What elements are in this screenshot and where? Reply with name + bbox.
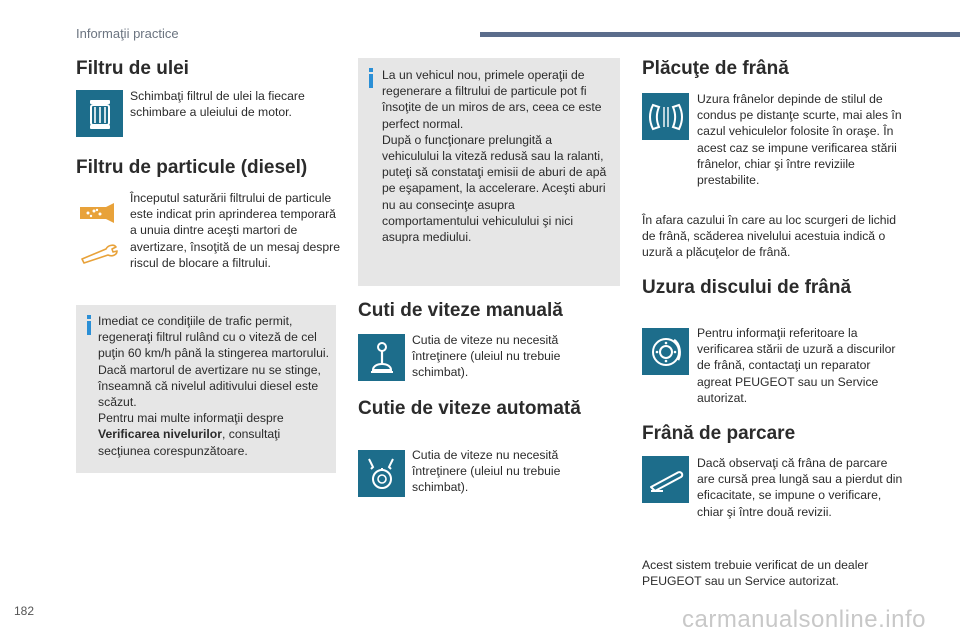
oil-filter-icon <box>76 90 123 137</box>
header-section-title: Informaţii practice <box>76 26 179 41</box>
brake-pads-title: Plăcuţe de frână <box>642 58 789 79</box>
parking-brake-icon <box>642 456 689 503</box>
watermark: carmanualsonline.info <box>682 606 926 633</box>
parking-brake-dealer-text: Acest sistem trebuie verificat de un dealer PEUGEOT sau un Service autorizat. <box>642 558 869 589</box>
info-paragraph-vapour: După o funcţionare prelungită a vehiculului la viteză redusă sau la ralanti, puteţi să constataţi emisii de aburi de apă pe eşapament, la accelerare. Aceşti aburi nu au consecinţe asupra comportamentului vehiculului şi nici asupra mediului. <box>382 132 607 245</box>
oil-filter-text: Schimbaţi filtrul de ulei la fiecare schimbare a uleiului de motor. <box>130 89 305 120</box>
particle-filter-text: Începutul saturării filtrului de particule este indicat prin aprinderea temporară a unuia dintre aceşti martori de avertizare, însoţită de un mesaj despre riscul de blocare a filtrului. <box>130 191 341 270</box>
oil-filter-title: Filtru de ulei <box>76 58 189 79</box>
regeneration-info-box <box>358 58 620 286</box>
brake-disc-title: Uzura discului de frână <box>642 277 852 298</box>
particle-filter-title: Filtru de particule (diesel) <box>76 157 308 178</box>
particle-filter-warning-icon <box>76 198 120 228</box>
brake-disc-text: Pentru informaţii referitoare la verificarea stării de uzură a discurilor de frână, contactaţi un reparator agreat PEUGEOT sau un Service autorizat. <box>697 326 896 405</box>
manual-gearbox-icon <box>358 334 405 381</box>
levels-check-reference: Verificarea nivelurilor <box>98 427 222 442</box>
particle-filter-info-box <box>76 305 336 473</box>
info-icon <box>369 68 373 88</box>
info-paragraph-smell: La un vehicul nou, primele operaţii de regenerare a filtrului de particule pot fi însoţite de un miros de ars, ceea ce este perfect normal. <box>382 68 602 131</box>
brake-pads-icon <box>642 93 689 140</box>
automatic-gearbox-title: Cutie de viteze automată <box>358 398 581 419</box>
info-paragraph-more: Pentru mai multe informaţii despre Verificarea nivelurilor, consultaţi secţiunea corespunzătoare. <box>98 411 284 458</box>
brake-fluid-text: În afara cazului în care au loc scurgeri de lichid de frână, scăderea nivelului acestuia indică o uzură a plăcuţelor de frână. <box>642 213 897 260</box>
automatic-gearbox-text: Cutia de viteze nu necesită întreţinere (uleiul nu trebuie schimbat). <box>412 448 561 495</box>
automatic-gearbox-icon <box>358 450 405 497</box>
brake-pads-text: Uzura frânelor depinde de stilul de condus pe distanţe scurte, mai ales în cazul vehiculelor folosite în oraşe. În acest caz se impune verificarea stării frânelor, chiar şi între reviziile prestabilite. <box>697 92 902 188</box>
service-wrench-warning-icon <box>76 240 120 266</box>
particle-filter-info-text <box>98 313 330 459</box>
brake-disc-icon <box>642 328 689 375</box>
header-bar <box>480 32 960 37</box>
manual-gearbox-text: Cutia de viteze nu necesită întreţinere (uleiul nu trebuie schimbat). <box>412 333 561 380</box>
parking-brake-title: Frână de parcare <box>642 423 796 444</box>
page-number: 182 <box>14 604 35 618</box>
info-icon <box>87 315 91 335</box>
parking-brake-text: Dacă observaţi că frâna de parcare are cursă prea lungă sau a pierdut din eficacitate, se impune o verificare, chiar şi între două revizii. <box>697 456 903 519</box>
regeneration-info-text <box>382 67 612 245</box>
manual-gearbox-title: Cuti de viteze manuală <box>358 300 563 321</box>
info-paragraph-additive: Dacă martorul de avertizare nu se stinge, înseamnă că nivelul aditivului diesel este scăzut. <box>98 362 321 410</box>
info-paragraph-regenerate: Imediat ce condiţiile de trafic permit, regeneraţi filtrul rulând cu o viteză de cel puţin 60 km/h până la stingerea martorului. <box>98 314 330 361</box>
